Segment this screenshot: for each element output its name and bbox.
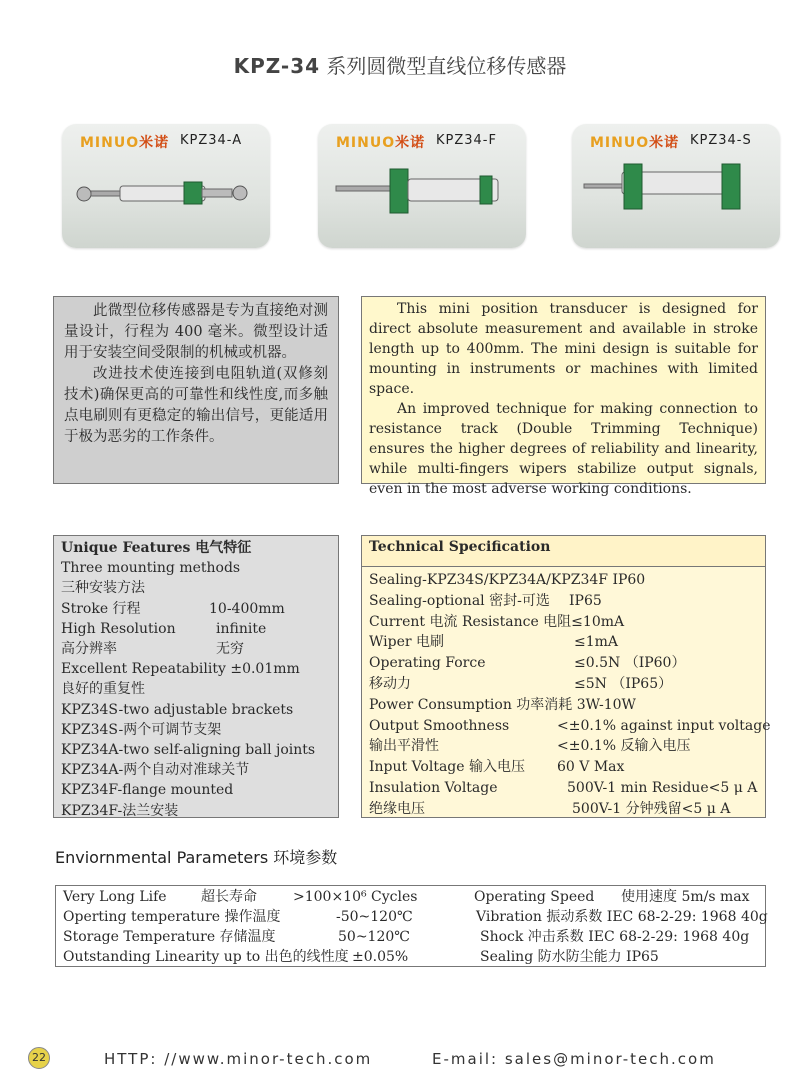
title-text: 系列圆微型直线位移传感器 [320, 54, 567, 78]
intro-en-p2: An improved technique for making connection to resistance track (Double Trimming Technique) ensures the higher degrees of reliability and linearity, while multi-fingers wipers stabilize output signals, even in the most adverse working conditions. [369, 401, 758, 497]
feature-label: KPZ34S-两个可调节支架 [61, 721, 222, 738]
env-cell: Outstanding Linearity up to 出色的线性度 [63, 949, 349, 965]
env-cell: Shock 冲击系数 IEC 68-2-29: 1968 40g [480, 929, 750, 945]
spec-line [362, 674, 765, 695]
features-box [53, 535, 339, 818]
feature-value: infinite [216, 620, 267, 637]
feature-line [54, 599, 338, 619]
spec-label: 输出平滑性 [369, 738, 439, 755]
feature-line [54, 679, 338, 699]
feature-label: 三种安装方法 [61, 580, 145, 597]
feature-label: KPZ34F-法兰安装 [61, 802, 179, 819]
spec-line [362, 612, 765, 633]
env-cell: ±0.05% [352, 949, 409, 965]
env-box [55, 885, 766, 967]
env-title: Enviornmental Parameters 环境参数 [55, 848, 338, 867]
env-cell: >100×10⁶ Cycles [293, 889, 418, 905]
feature-line [54, 760, 338, 780]
feature-line [54, 780, 338, 800]
env-row [56, 927, 765, 947]
page-title [0, 50, 800, 79]
feature-label: KPZ34F-flange mounted [61, 782, 234, 799]
env-cell: -50~120℃ [336, 909, 413, 925]
env-cell: 50~120℃ [338, 929, 410, 945]
feature-label: KPZ34A-两个自动对准球关节 [61, 762, 250, 779]
spec-box [361, 535, 771, 818]
feature-line [54, 619, 338, 639]
page-number: 22 [28, 1047, 50, 1069]
spec-value: ≤1mA [574, 634, 619, 651]
intro-zh-p2: 改进技术使连接到电阻轨道(双修刻技术)确保更高的可靠性和线性度,而多触点电刷则有更稳定的输出信号，更能适用于极为恶劣的工作条件。 [64, 366, 328, 445]
env-cell: 使用速度 5m/s max [621, 889, 750, 905]
env-cell: Sealing 防水防尘能力 IP65 [480, 949, 659, 965]
feature-label: KPZ34A-two self-aligning ball joints [61, 742, 316, 759]
env-row [56, 887, 765, 907]
intro-zh-box [53, 296, 339, 484]
spec-line [362, 695, 765, 716]
spec-value: IP65 [569, 592, 602, 609]
spec-label: Output Smoothness [369, 717, 510, 734]
env-cell: Operting temperature 操作温度 [63, 909, 281, 925]
spec-label: Operating Force [369, 655, 486, 672]
feature-label: Stroke 行程 [61, 600, 141, 617]
feature-label: Excellent Repeatability ±0.01mm [61, 661, 300, 678]
env-cell: Storage Temperature 存储温度 [63, 929, 276, 945]
spec-value: ≤0.5N （IP60） [574, 655, 686, 672]
spec-value: <±0.1% against input voltage [557, 717, 771, 734]
transducer-a-image [62, 124, 270, 248]
feature-line [54, 659, 338, 679]
env-cell: Very Long Life [63, 889, 167, 905]
spec-label: Input Voltage 输入电压 [369, 759, 526, 776]
transducer-s-image [572, 124, 780, 248]
spec-line [362, 799, 765, 820]
feature-line [54, 801, 338, 821]
spec-value: 500V-1 min Residue<5 μ A [567, 779, 758, 796]
footer-email[interactable]: E-mail: sales@minor-tech.com [432, 1050, 716, 1068]
product-model: KPZ34-F [436, 133, 497, 148]
product-brand: MINUO米诺 [336, 135, 426, 151]
spec-line [362, 632, 765, 653]
env-row [56, 947, 765, 967]
feature-label: Three mounting methods [61, 560, 241, 577]
product-card-s [572, 124, 780, 248]
spec-value: 60 V Max [557, 759, 625, 776]
env-cell: Operating Speed [474, 889, 595, 905]
intro-zh-p1: 此微型位移传感器是专为直接绝对测量设计，行程为 400 毫米。微型设计适用于安装空间受限制的机械或机器。 [64, 303, 328, 361]
spec-label: 移动力 [369, 675, 411, 692]
feature-line [54, 700, 338, 720]
spec-label: Power Consumption 功率消耗 3W-10W [369, 696, 636, 713]
spec-label: Insulation Voltage [369, 779, 498, 796]
spec-line [362, 778, 765, 799]
product-model: KPZ34-A [180, 133, 243, 148]
spec-value: 500V-1 分钟残留<5 μ A [572, 800, 731, 817]
spec-value: ≤5N （IP65） [574, 675, 673, 692]
spec-label: 绝缘电压 [369, 800, 425, 817]
feature-value: 无穷 [216, 641, 244, 658]
product-card-a [62, 124, 270, 248]
env-cell: 超长寿命 [201, 889, 257, 905]
footer-website[interactable]: HTTP: //www.minor-tech.com [104, 1050, 373, 1068]
spec-line [362, 591, 765, 612]
feature-line [54, 720, 338, 740]
features-heading: Unique Features 电气特征 [61, 540, 252, 556]
spec-label: Current 电流 Resistance 电阻≤10mA [369, 613, 625, 630]
spec-value: <±0.1% 反输入电压 [557, 738, 691, 755]
spec-line [362, 757, 765, 778]
env-cell: Vibration 振动系数 IEC 68-2-29: 1968 40g [476, 909, 768, 925]
feature-line [54, 740, 338, 760]
spec-line [362, 570, 765, 591]
feature-label: 良好的重复性 [61, 681, 145, 698]
spec-line [362, 653, 765, 674]
feature-line [54, 558, 338, 578]
transducer-f-image [318, 124, 526, 248]
spec-line [362, 736, 765, 757]
product-card-f [318, 124, 526, 248]
feature-label: High Resolution [61, 620, 176, 637]
intro-en-p1: This mini position transducer is designed for direct absolute measurement and available in stroke length up to 400mm. The mini design is suitable for mounting in instruments or machines with limited space. [369, 301, 758, 397]
feature-line [54, 639, 338, 659]
spec-label: Sealing-optional 密封-可选 [369, 592, 550, 609]
spec-line [362, 716, 771, 737]
feature-label: 高分辨率 [61, 641, 117, 658]
env-row [56, 907, 768, 927]
feature-label: KPZ34S-two adjustable brackets [61, 701, 294, 718]
feature-value: 10-400mm [209, 600, 285, 617]
product-model: KPZ34-S [690, 133, 752, 148]
product-brand: MINUO米诺 [590, 135, 680, 151]
title-model: KPZ-34 [233, 54, 321, 78]
product-brand: MINUO米诺 [80, 135, 170, 151]
spec-label: Sealing-KPZ34S/KPZ34A/KPZ34F IP60 [369, 572, 646, 588]
spec-label: Wiper 电刷 [369, 634, 445, 651]
feature-line [54, 578, 338, 598]
spec-heading: Technical Specification [362, 536, 765, 567]
spec-body [362, 567, 771, 817]
intro-en-box [361, 296, 766, 497]
